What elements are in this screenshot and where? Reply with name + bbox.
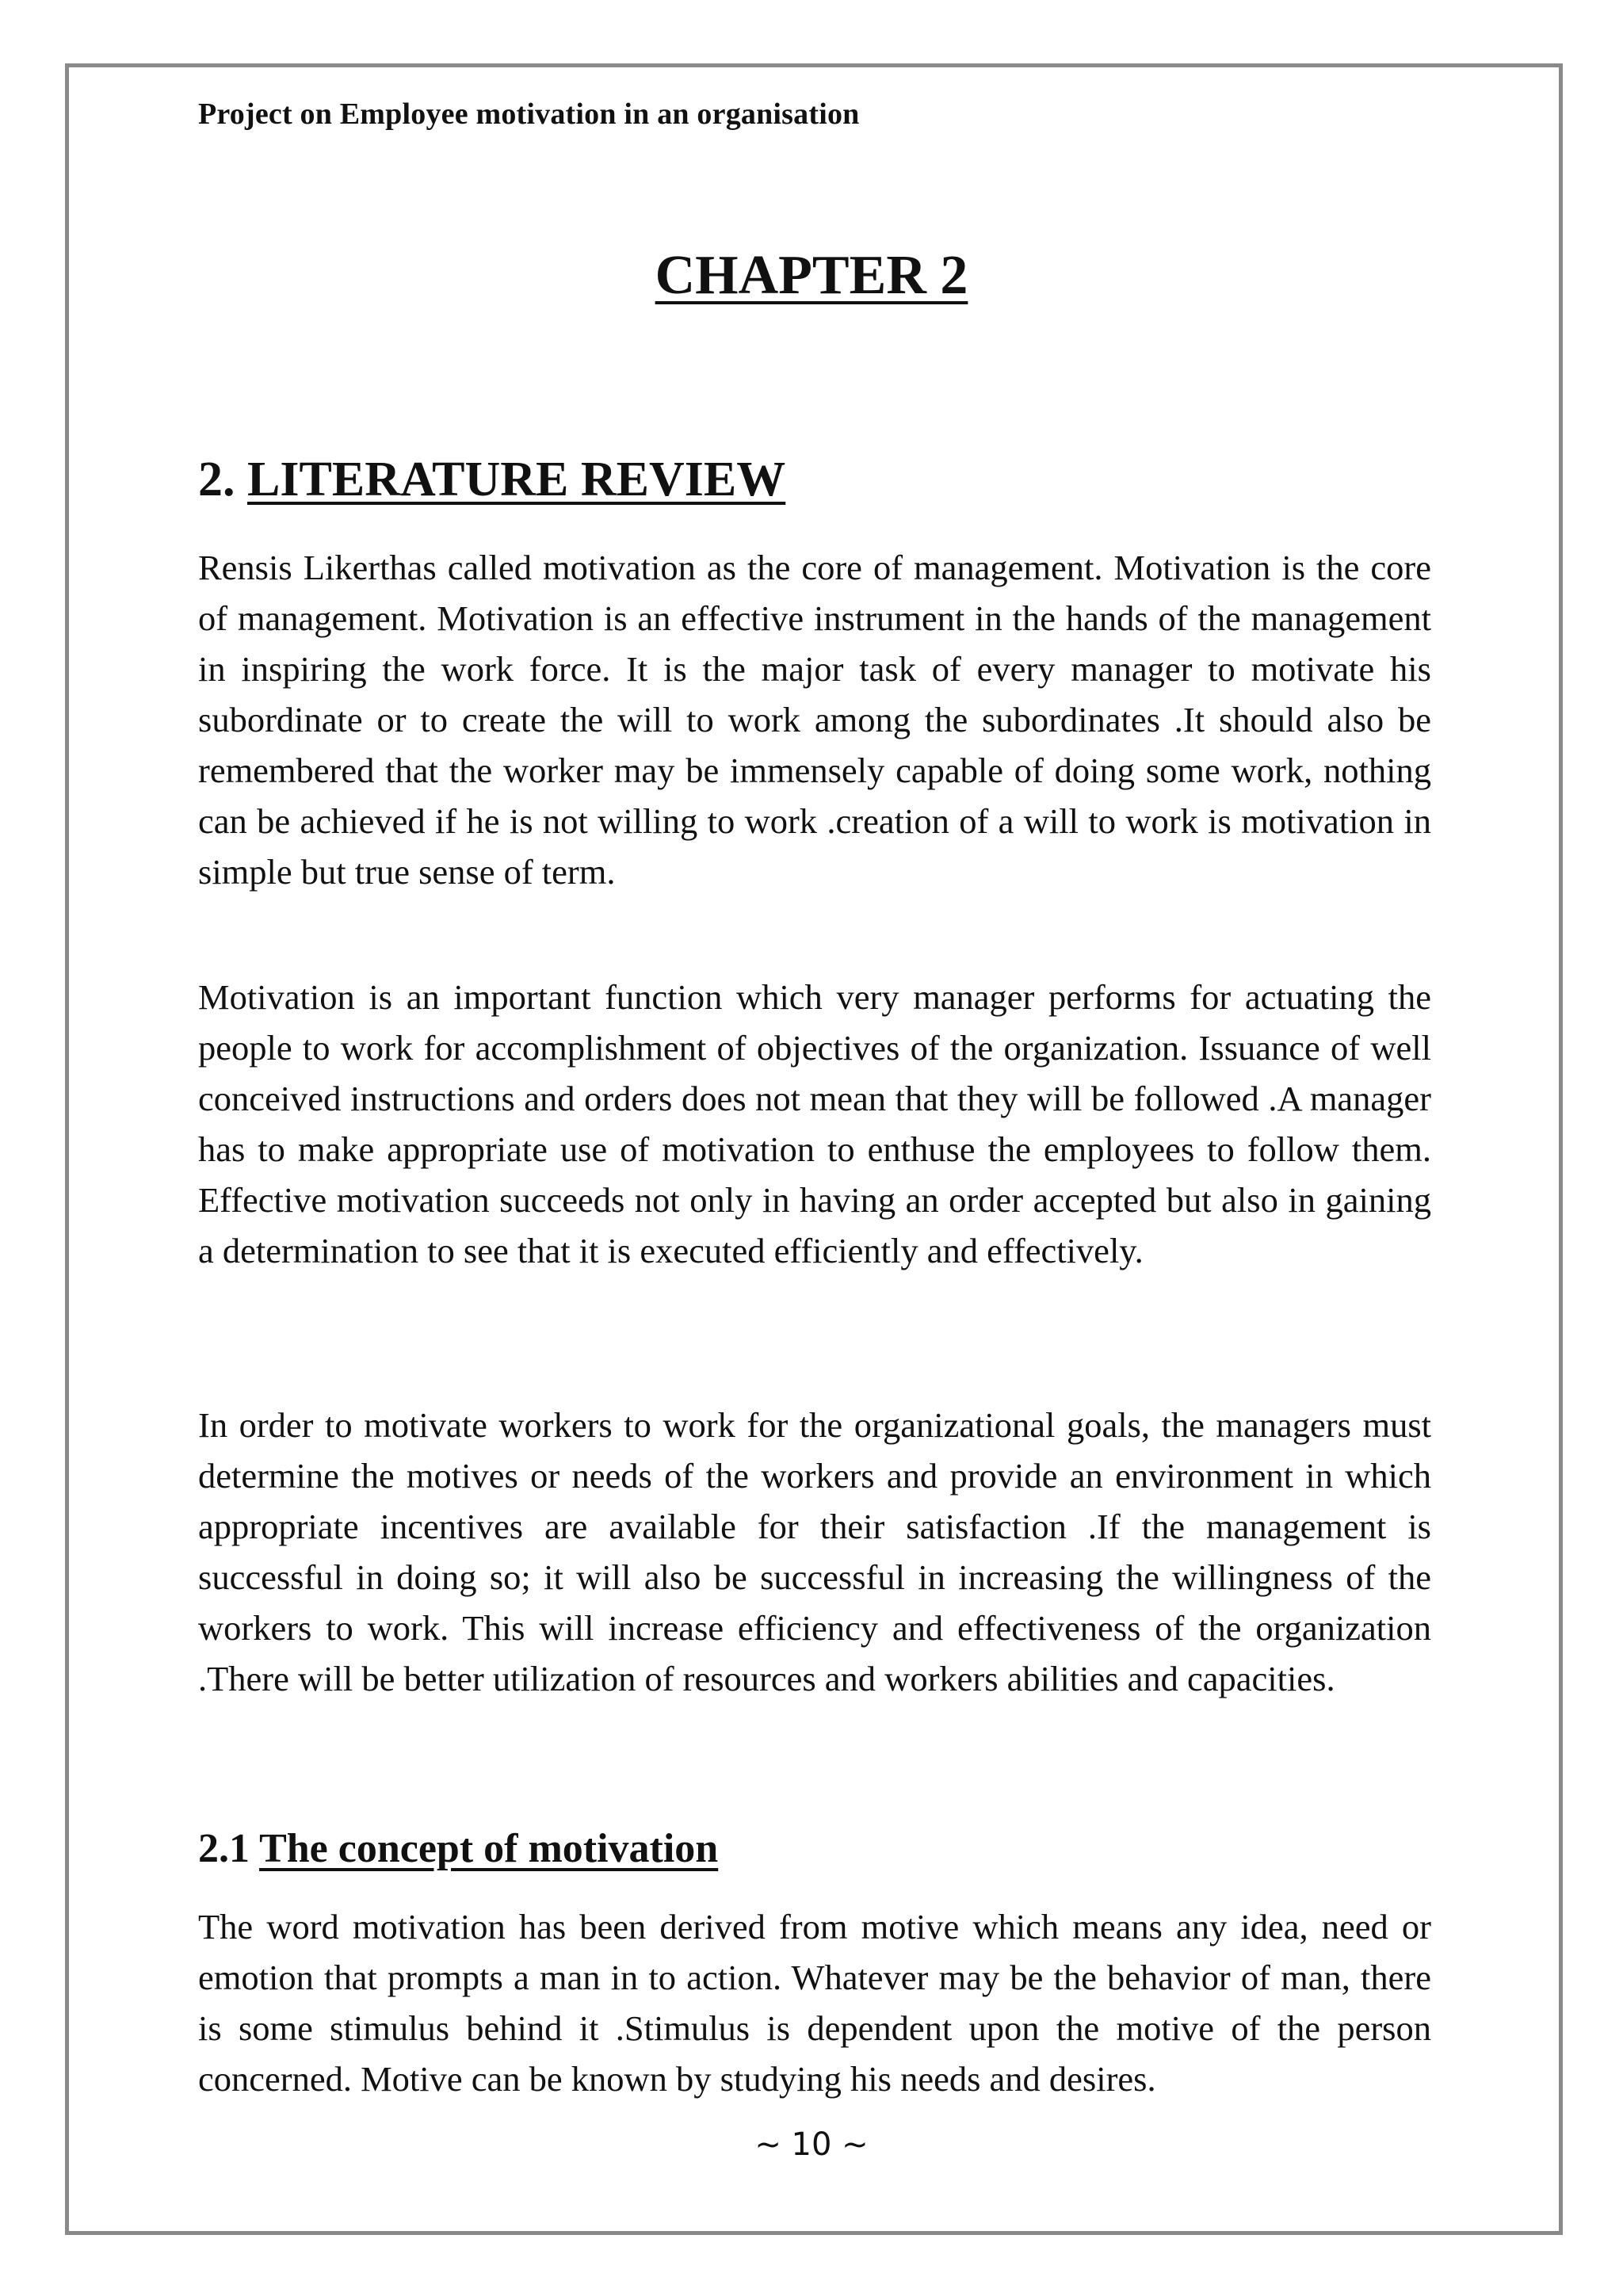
paragraph: The word motivation has been derived from motive which means any idea, need or emotion that prompts a man in to action. Whatever may be the behavior of man, there is some stimulus behind it .Stimulus is dependent upon the motive of the person concerned. Motive can be known by studying his needs and desires. [198,1907,1431,2099]
paragraph: In order to motivate workers to work for the organizational goals, the managers must determine the motives or needs of the workers and provide an environment in which appropriate incentives are available for their satisfaction .If the management is successful in doing so; it will also be successful in increasing the willingness of the workers to work. This will increase efficiency and effectiveness of the organization .There will be better utilization of resources and workers abilities and capacities. [198,1405,1431,1698]
section-heading-literature-review [198,452,785,508]
section-number: 2. [198,453,235,506]
paragraph: Motivation is an important function which very manager performs for actuating the people to work for accomplishment of objectives of the organization. Issuance of well conceived instructions and orders does not mean that they will be followed .A manager has to make appropriate use of motivation to enthuse the employees to follow them. Effective motivation succeeds not only in having an order accepted but also in gaining a determination to see that it is executed efficiently and effectively. [198,977,1431,1270]
running-header: Project on Employee motivation in an organisation [198,97,860,131]
chapter-title: CHAPTER 2 [655,245,968,306]
paragraph: Rensis Likerthas called motivation as the core of management. Motivation is the core of management. Motivation is an effective instrument in the hands of the management in inspiring the work force. It is the major task of every manager to motivate his subordinate or to create the will to work among the subordinates .It should also be remembered that the worker may be immensely capable of doing some work, nothing can be achieved if he is not willing to work .creation of a will to work is motivation in simple but true sense of term. [198,548,1431,892]
section-title: LITERATURE REVIEW [247,453,786,506]
page-number: ~ 10 ~ [754,2126,869,2163]
section-number: 2.1 [198,1826,250,1871]
section-title: The concept of motivation [259,1826,719,1871]
section-heading-concept-of-motivation [198,1825,718,1872]
